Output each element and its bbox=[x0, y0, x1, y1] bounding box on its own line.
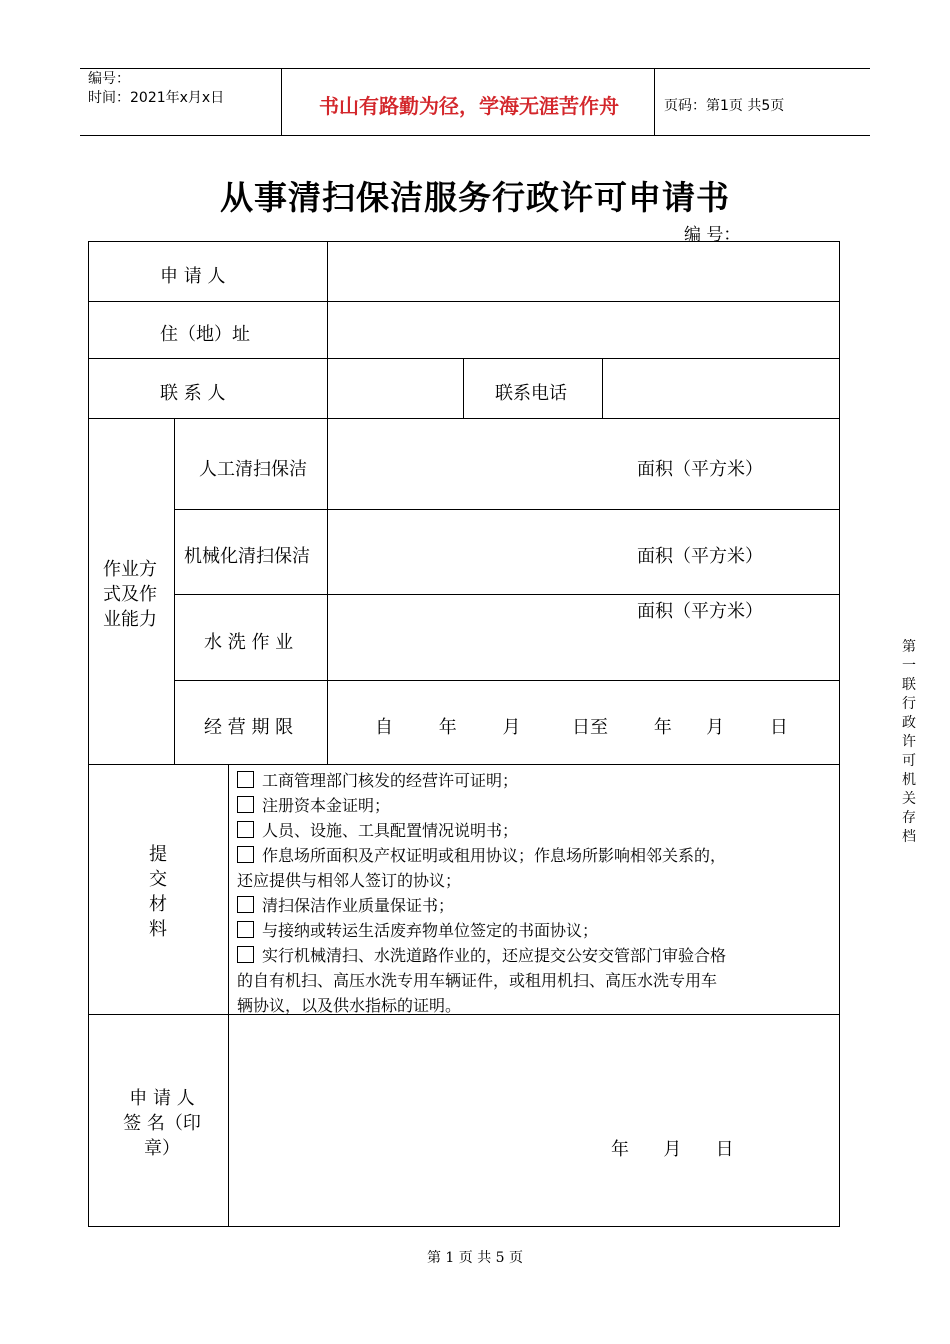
material-item: 注册资本金证明； bbox=[237, 793, 726, 818]
period-dates: 自 年 月 日至 年 月 日 bbox=[375, 717, 788, 738]
material-item: 与接纳或转运生活废弃物单位签定的书面协议； bbox=[237, 918, 726, 943]
materials-label-char: 提 bbox=[149, 844, 167, 865]
applicant-label: 申 请 人 bbox=[160, 266, 226, 287]
material-item-continued: 辆协议，以及供水指标的证明。 bbox=[237, 996, 462, 1015]
column-divider bbox=[463, 358, 464, 418]
checkbox[interactable] bbox=[237, 821, 254, 838]
side-note: 第一联行政许可机关存档 bbox=[902, 639, 916, 845]
manual-cleaning-label: 人工清扫保洁 bbox=[199, 459, 307, 480]
operation-group-label-line: 业能力 bbox=[103, 609, 157, 630]
material-item: 清扫保洁作业质量保证书； bbox=[237, 893, 726, 918]
mechanical-cleaning-label: 机械化清扫保洁 bbox=[184, 546, 310, 567]
checkbox[interactable] bbox=[237, 946, 254, 963]
signature-label-line: 章） bbox=[144, 1138, 180, 1159]
header-divider bbox=[654, 68, 655, 136]
washing-label: 水 洗 作 业 bbox=[204, 632, 294, 653]
manual-area-label: 面积（平方米） bbox=[637, 459, 763, 480]
page-footer: 第 1 页 共 5 页 bbox=[426, 1250, 524, 1266]
mechanical-area-label: 面积（平方米） bbox=[637, 546, 763, 567]
material-item-continued: 还应提供与相邻人签订的协议； bbox=[237, 871, 462, 890]
materials-label-char: 料 bbox=[149, 919, 167, 940]
period-label: 经 营 期 限 bbox=[204, 717, 294, 738]
header-motto: 书山有路勤为径，学海无涯苦作舟 bbox=[319, 94, 619, 118]
checkbox[interactable] bbox=[237, 771, 254, 788]
serial-label: 编号： bbox=[88, 71, 130, 87]
operation-group-label bbox=[103, 557, 157, 632]
period-input[interactable] bbox=[328, 681, 839, 764]
serial-field-label: 编 号： bbox=[684, 225, 741, 245]
time-label: 时间：2021年x月x日 bbox=[88, 90, 225, 106]
material-item: 人员、设施、工具配置情况说明书； bbox=[237, 818, 726, 843]
operation-group-label-line: 作业方 bbox=[103, 559, 157, 580]
header-divider bbox=[281, 68, 282, 136]
row-divider bbox=[88, 764, 840, 765]
header-top-rule bbox=[80, 68, 870, 69]
materials-label-char: 交 bbox=[149, 869, 167, 890]
contact-input[interactable] bbox=[328, 359, 463, 418]
phone-label: 联系电话 bbox=[495, 383, 567, 404]
material-item: 工商管理部门核发的经营许可证明； bbox=[237, 768, 726, 793]
operation-group-label-line: 式及作 bbox=[103, 584, 157, 605]
washing-area-label: 面积（平方米） bbox=[637, 601, 763, 622]
materials-list bbox=[237, 768, 726, 1018]
signature-date: 年 月 日 bbox=[611, 1139, 734, 1160]
applicant-input[interactable] bbox=[328, 242, 839, 301]
phone-input[interactable] bbox=[603, 359, 839, 418]
materials-label bbox=[149, 842, 167, 942]
checkbox[interactable] bbox=[237, 846, 254, 863]
address-label: 住（地）址 bbox=[160, 324, 250, 345]
checkbox[interactable] bbox=[237, 796, 254, 813]
material-item: 作息场所面积及产权证明或租用协议；作息场所影响相邻关系的， bbox=[237, 843, 726, 868]
washing-area-input[interactable] bbox=[328, 595, 839, 680]
header-bottom-rule bbox=[80, 135, 870, 136]
checkbox[interactable] bbox=[237, 921, 254, 938]
address-input[interactable] bbox=[328, 302, 839, 358]
materials-label-char: 材 bbox=[149, 894, 167, 915]
header-page-info: 页码：第1页 共5页 bbox=[664, 98, 785, 114]
checkbox[interactable] bbox=[237, 896, 254, 913]
document-title: 从事清扫保洁服务行政许可申请书 bbox=[220, 178, 730, 217]
contact-label: 联 系 人 bbox=[160, 383, 226, 404]
mechanical-area-input[interactable] bbox=[328, 510, 839, 594]
signature-area[interactable] bbox=[229, 1015, 839, 1226]
material-item: 实行机械清扫、水洗道路作业的，还应提交公安交管部门审验合格 bbox=[237, 943, 726, 968]
signature-label-line: 签 名（印 bbox=[123, 1113, 201, 1134]
column-divider bbox=[174, 418, 175, 764]
signature-label-line: 申 请 人 bbox=[129, 1088, 195, 1109]
signature-label bbox=[106, 1086, 218, 1161]
header-meta bbox=[88, 70, 224, 108]
manual-area-input[interactable] bbox=[328, 419, 839, 509]
material-item-continued: 的自有机扫、高压水洗专用车辆证件，或租用机扫、高压水洗专用车 bbox=[237, 971, 718, 990]
